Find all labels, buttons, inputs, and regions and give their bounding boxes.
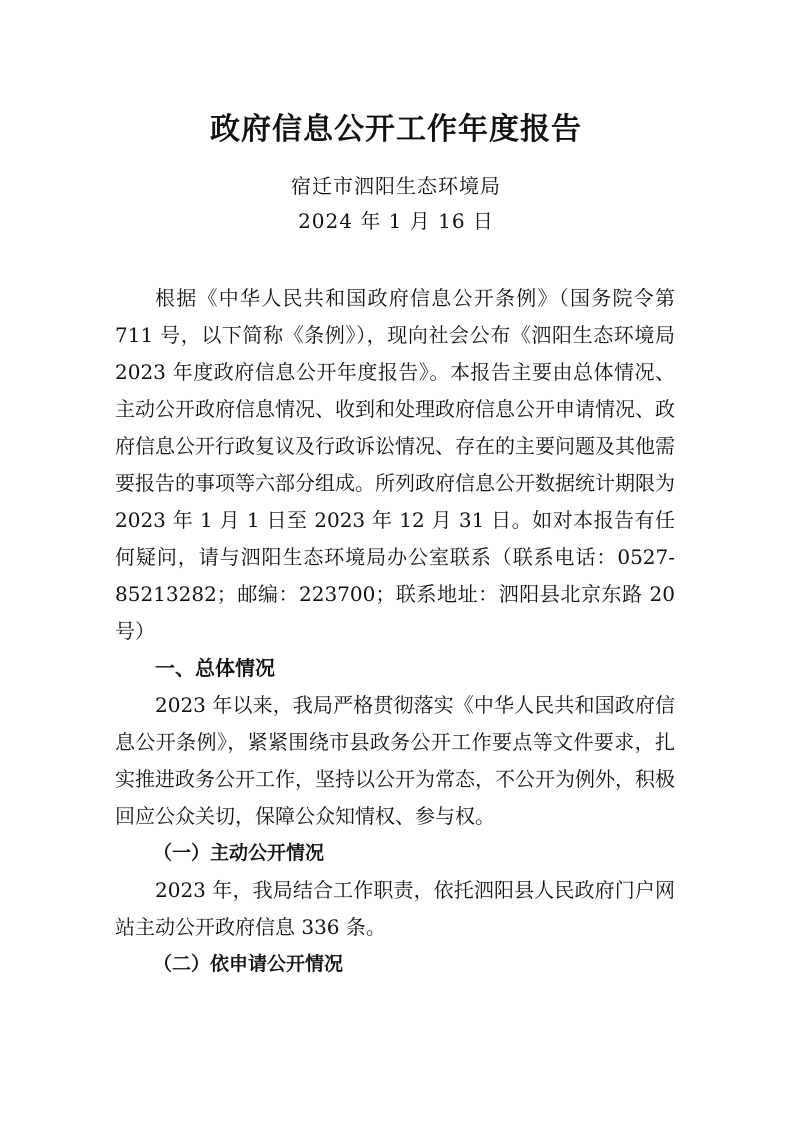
proactive-paragraph: 2023 年，我局结合工作职责，依托泗阳县人民政府门户网站主动公开政府信息 336 条。 — [115, 878, 675, 939]
intro-paragraph: 根据《中华人民共和国政府信息公开条例》（国务院令第 711 号，以下简称《条例》），现向社会公布《泗阳生态环境局 2023 年度政府信息公开年度报告》。本报告主要由总体情况、主动公开政府信息情况、收到和处理政府信息公开申请情况、政府信息公开行政复议及行政诉讼情况、存在的主要问题及其他需要报告的事项等六部分组成。所列政府信息公开数据统计期限为 2023 年 1 月 1 日至 2023 年 12 月 31 日。如对本报告有任何疑问，请与泗阳生态环境局办公室联系（联系电话：0527-85213282；邮编：223700；联系地址：泗阳县北京东路 20 号） — [115, 286, 675, 643]
subsection-heading-proactive: （一）主动公开情况 — [153, 842, 325, 864]
document-title: 政府信息公开工作年度报告 — [210, 112, 582, 147]
overall-paragraph: 2023 年以来，我局严格贯彻落实《中华人民共和国政府信息公开条例》，紧紧围绕市县政务公开工作要点等文件要求，扎实推进政务公开工作，坚持以公开为常态，不公开为例外，积极回应公众关切，保障公众知情权、参与权。 — [115, 693, 675, 828]
section-heading-overall: 一、总体情况 — [155, 656, 275, 680]
document-body — [115, 280, 675, 983]
subsection-heading-request: （二）依申请公开情况 — [153, 953, 344, 975]
issuing-organization: 宿迁市泗阳生态环境局 — [291, 174, 501, 198]
issue-date: 2024 年 1 月 16 日 — [298, 209, 494, 233]
